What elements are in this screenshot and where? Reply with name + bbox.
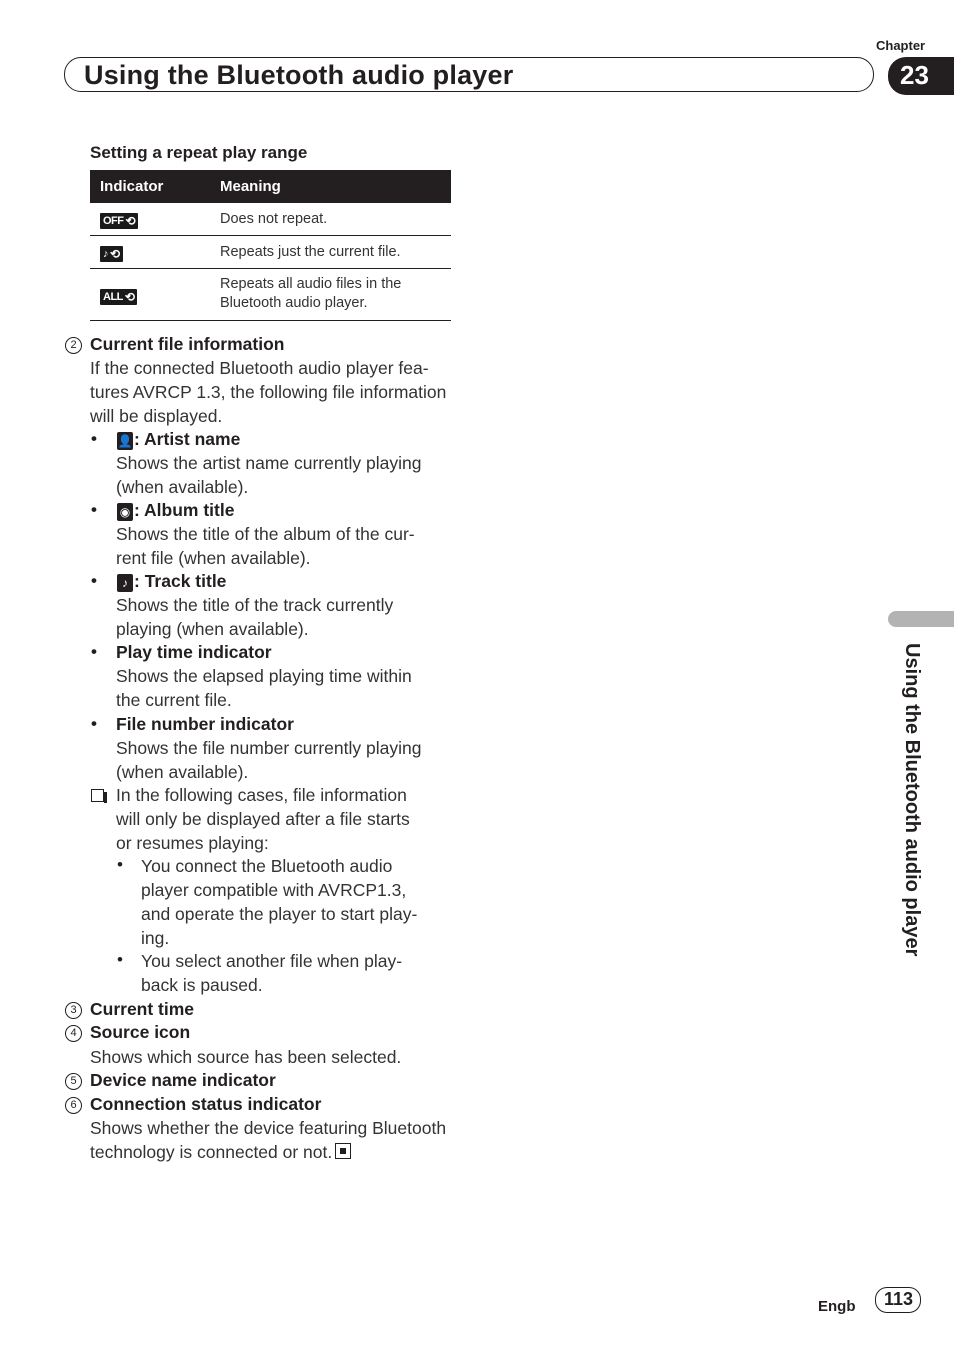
repeat-off-icon: OFF ⟲ [100, 213, 138, 229]
bullet: • [91, 571, 97, 590]
bullet: • [117, 855, 123, 874]
meaning-cell: Does not repeat. [220, 211, 328, 227]
table-row [90, 203, 451, 236]
table-row [90, 236, 451, 269]
play-time-description: Shows the elapsed playing time within the current file. [116, 666, 412, 710]
item-title: Device name indicator [90, 1070, 276, 1090]
language-code: Engb [818, 1298, 856, 1315]
repeat-one-icon: ♪ ⟲ [100, 246, 123, 262]
artist-description: Shows the artist name currently playing (when available). [116, 453, 422, 497]
file-number-description: Shows the file number currently playing (when available). [116, 738, 422, 782]
page-number: 113 [883, 1289, 914, 1309]
note-checkbox-icon [91, 789, 104, 802]
repeat-range-heading: Setting a repeat play range [90, 143, 308, 162]
album-disc-icon: ◉ [117, 503, 133, 521]
item-title: Current file information [90, 334, 285, 354]
bullet: • [91, 642, 97, 661]
track-description: Shows the title of the track currently playing (when available). [116, 595, 394, 639]
end-of-section-icon [335, 1143, 351, 1159]
bullet: • [91, 714, 97, 733]
item-number: 6 [65, 1097, 82, 1114]
item-number: 2 [65, 337, 82, 354]
bullet: • [91, 429, 97, 448]
note-text: In the following cases, file information will only be displayed after a file starts or resumes playing: [116, 785, 410, 853]
track-title: : Track title [134, 571, 227, 591]
side-tab-marker [888, 611, 954, 627]
column-header-indicator: Indicator [100, 178, 164, 195]
album-description: Shows the title of the album of the cur- rent file (when available). [116, 524, 415, 568]
item-title: Connection status indicator [90, 1094, 322, 1114]
sub-bullet-text: You select another file when play- back is paused. [141, 951, 403, 995]
page-title: Using the Bluetooth audio player [84, 60, 514, 90]
chapter-label: Chapter [876, 38, 926, 53]
item-description: If the connected Bluetooth audio player fea- tures AVRCP 1.3, the following file information will be displayed. [90, 358, 447, 426]
repeat-all-icon: ALL ⟲ [100, 289, 137, 305]
album-title: : Album title [134, 500, 235, 520]
item-title: Current time [90, 999, 195, 1019]
sub-bullet-text: You connect the Bluetooth audio player compatible with AVRCP1.3, and operate the player to start play- ing. [141, 856, 418, 948]
repeat-range-table [90, 170, 451, 321]
meaning-cell: Repeats just the current file. [220, 244, 401, 260]
item-number: 3 [65, 1002, 82, 1019]
play-time-title: Play time indicator [116, 642, 272, 662]
item-number: 5 [65, 1073, 82, 1090]
music-note-icon: ♪ [117, 574, 133, 592]
chapter-number: 23 [900, 60, 929, 90]
item-title: Source icon [90, 1022, 191, 1042]
bullet: • [117, 950, 123, 969]
item-number: 4 [65, 1025, 82, 1042]
side-tab-label: Using the Bluetooth audio player [901, 643, 923, 957]
table-row [90, 269, 451, 321]
table-header [90, 170, 451, 203]
artist-icon: 👤 [117, 434, 133, 448]
column-header-meaning: Meaning [220, 178, 281, 195]
file-number-title: File number indicator [116, 714, 294, 734]
item-description: Shows whether the device featuring Bluetooth technology is connected or not. [90, 1118, 447, 1162]
meaning-cell: Repeats all audio files in the Bluetooth audio player. [220, 276, 402, 311]
bullet: • [91, 500, 97, 519]
item-description: Shows which source has been selected. [90, 1047, 402, 1067]
artist-title: : Artist name [134, 429, 241, 449]
